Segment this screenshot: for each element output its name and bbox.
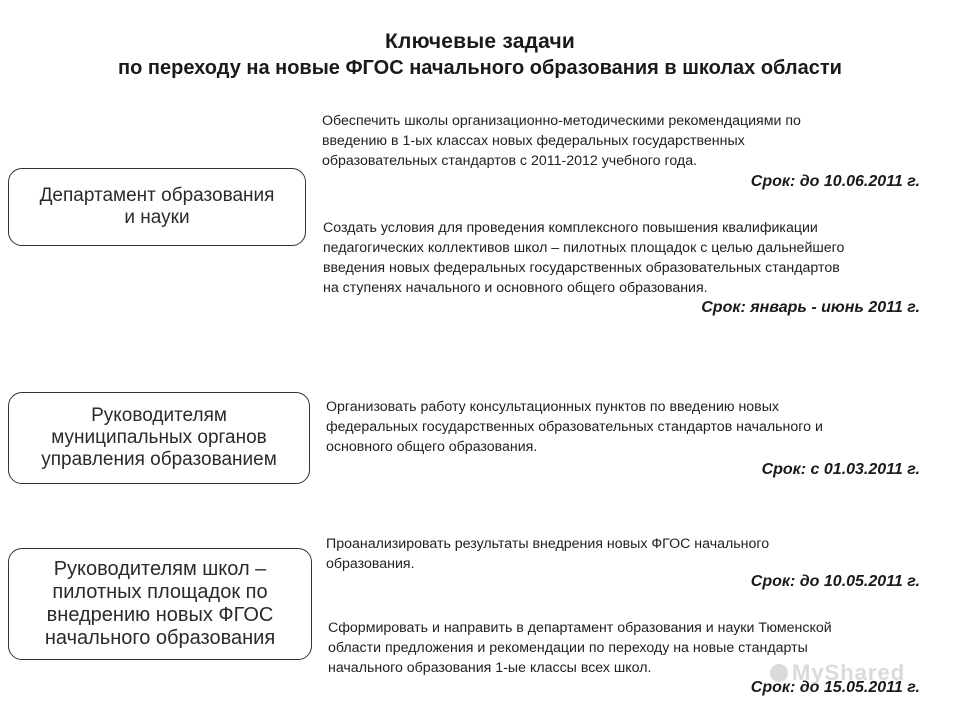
task-text xyxy=(322,111,801,171)
task-line: начального образования 1-ые классы всех школ. xyxy=(328,660,652,676)
task-line: Обеспечить школы организационно-методическими рекомендациями по xyxy=(322,113,801,129)
actor-label-line: управления образованием xyxy=(41,449,277,470)
actor-label-line: Руководителям xyxy=(91,405,227,426)
actor-label-line: внедрению новых ФГОС xyxy=(46,604,274,626)
task-line: Проанализировать результаты внедрения новых ФГОС начального xyxy=(326,536,770,552)
task-line: области предложения и рекомендации по переходу на новые стандарты xyxy=(328,640,808,656)
task-deadline: Срок: с 01.03.2011 г. xyxy=(761,461,920,478)
actor-label-line: Департамент образования xyxy=(39,185,275,206)
actor-label-line: пилотных площадок по xyxy=(52,581,268,603)
task-line: образовательных стандартов с 2011-2012 учебного года. xyxy=(322,153,698,169)
task-deadline: Срок: до 15.05.2011 г. xyxy=(750,679,920,696)
task-line: федеральных государственных образовательных стандартов начального и xyxy=(326,419,823,435)
actor-box-municipal xyxy=(8,392,310,484)
actor-label-line: и науки xyxy=(124,207,190,228)
task-line: педагогических коллективов школ – пилотных площадок с целью дальнейшего xyxy=(323,240,845,256)
task-line: основного общего образования. xyxy=(326,439,538,455)
task-line: Создать условия для проведения комплексного повышения квалификации xyxy=(323,220,818,236)
task-deadline: Срок: до 10.05.2011 г. xyxy=(750,573,920,590)
task-text xyxy=(328,618,832,678)
task-deadline: Срок: январь - июнь 2011 г. xyxy=(701,299,920,316)
watermark-logo-icon xyxy=(770,664,788,682)
actor-box-schools xyxy=(8,548,312,660)
task-line: Сформировать и направить в департамент образования и науки Тюменской xyxy=(328,620,832,636)
task-text xyxy=(326,397,823,457)
task-line: на ступенях начального и основного общего образования. xyxy=(323,280,708,296)
watermark-text: MyShared xyxy=(792,660,906,685)
task-line: введения новых федеральных государственных образовательных стандартов xyxy=(323,260,840,276)
actor-label-line: начального образования xyxy=(44,627,276,649)
watermark xyxy=(770,660,905,686)
task-text xyxy=(326,534,769,574)
task-line: введению в 1-ых классах новых федеральных государственных xyxy=(322,133,745,149)
task-line: образования. xyxy=(326,556,415,572)
page-title: Ключевые задачи xyxy=(385,30,575,53)
page-subtitle: по переходу на новые ФГОС начального образования в школах области xyxy=(118,57,842,79)
task-text xyxy=(323,218,844,298)
actor-label-line: муниципальных органов xyxy=(51,427,267,448)
task-line: Организовать работу консультационных пунктов по введению новых xyxy=(326,399,779,415)
task-deadline: Срок: до 10.06.2011 г. xyxy=(750,173,920,190)
actor-box-department xyxy=(8,168,306,246)
actor-label-line: Руководителям школ – xyxy=(53,558,267,580)
